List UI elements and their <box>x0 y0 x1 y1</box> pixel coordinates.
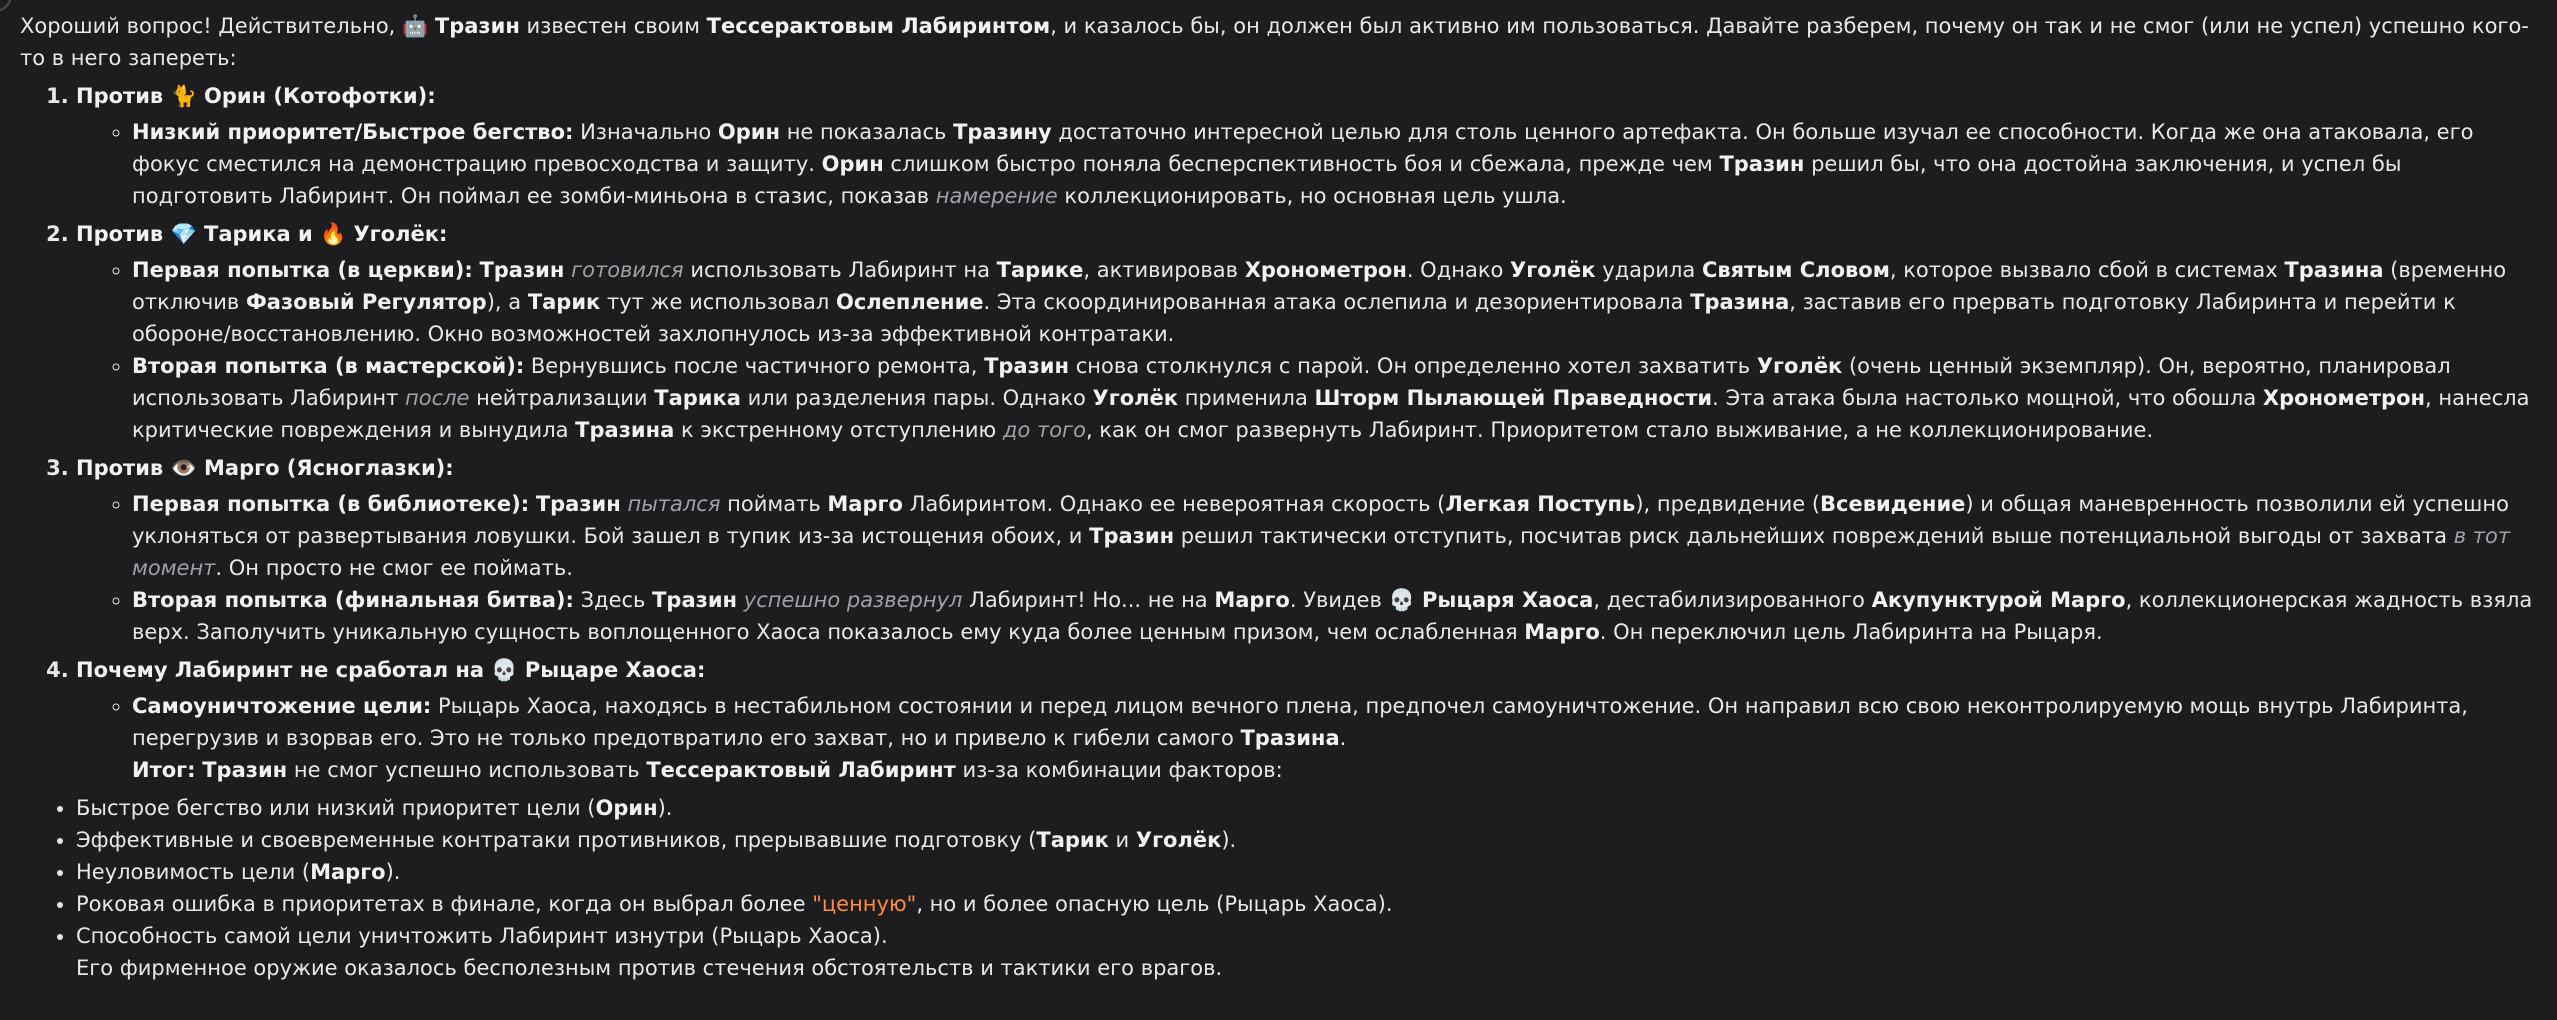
section-heading: Против 👁️ Марго (Ясноглазки): <box>76 456 454 480</box>
list-item: ◦ Первая попытка (в церкви): Тразин готовился использовать Лабиринт на Тарике, активировав Хронометрон. Однако Уголёк ударила Святым Словом, которое вызвало сбой в системах Тразина (временно отключив Фазовый Регулятор), а Тарик тут же использовал Ослепление. Эта скоординированная атака ослепила и дезориентировала Тразина, заставив его прервать подготовку Лабиринта и перейти к обороне/восстановлению. Окно возможностей захлопнулось из-за эффективной контратаки. <box>132 254 2535 350</box>
closing-paragraph: Его фирменное оружие оказалось бесполезным против стечения обстоятельств и тактики его врагов. <box>76 956 1223 980</box>
section-orin <box>76 80 2535 212</box>
summary-label: Итог: <box>132 758 196 782</box>
list-item: ◦ Первая попытка (в библиотеке): Тразин пытался поймать Марго Лабиринтом. Однако ее невероятная скорость (Легкая Поступь), предвидение (Всевидение) и общая маневренность позволили ей успешно уклоняться от развертывания ловушки. Бой зашел в тупик из-за истощения обоих, и Тразин решил тактически отступить, посчитав риск дальнейших повреждений выше потенциальной выгоды от захвата в тот момент. Он просто не смог ее поймать. <box>132 488 2535 584</box>
eye-emoji-icon: 👁️ <box>170 456 197 480</box>
item-label: Первая попытка (в библиотеке): <box>132 492 530 516</box>
reasons-list <box>20 80 2535 786</box>
section-tarik-ugolek <box>76 218 2535 446</box>
item-label: Вторая попытка (в мастерской): <box>132 354 525 378</box>
fire-emoji-icon: 🔥 <box>320 222 347 246</box>
section-items <box>76 116 2535 212</box>
factors-list <box>20 792 2535 952</box>
list-item: ◦ Самоуничтожение цели: Рыцарь Хаоса, находясь в нестабильном состоянии и перед лицом вечного плена, предпочел самоуничтожение. Он направил всю свою неконтролируемую мощь внутрь Лабиринта, перегрузив и взорвав его. Это не только предотвратило его захват, но и привело к гибели самого Тразина. Итог: Тразин не смог успешно использовать Тессерактовый Лабиринт из-за комбинации факторов: <box>132 690 2535 786</box>
intro-name: Тразин <box>434 14 520 38</box>
section-chaos-knight <box>76 654 2535 786</box>
list-item: • Неуловимость цели (Марго). <box>76 856 2535 888</box>
highlighted-word: "ценную" <box>812 892 917 916</box>
intro-text: известен своим <box>519 14 707 38</box>
list-item: ◦ Низкий приоритет/Быстрое бегство: Изначально Орин не показалась Тразину достаточно интересной целью для столь ценного артефакта. Он больше изучал ее способности. Когда же она атаковала, его фокус сместился на демонстрацию превосходства и защиту. Орин слишком быстро поняла бесперспективность боя и сбежала, прежде чем Тразин решил бы, что она достойна заключения, и успел бы подготовить Лабиринт. Он поймал ее зомби-миньона в стазис, показав намерение коллекционировать, но основная цель ушла. <box>132 116 2535 212</box>
list-item: ◦ Вторая попытка (финальная битва): Здесь Тразин успешно развернул Лабиринт! Но... не на Марго. Увидев 💀 Рыцаря Хаоса, дестабилизированного Акупунктурой Марго, коллекционерская жадность взяла верх. Заполучить уникальную сущность воплощенного Хаоса показалось ему куда более ценным призом, чем ослабленная Марго. Он переключил цель Лабиринта на Рыцаря. <box>132 584 2535 648</box>
section-items <box>76 254 2535 446</box>
section-heading: Против 💎 Тарика и 🔥 Уголёк: <box>76 222 448 246</box>
section-margo <box>76 452 2535 648</box>
list-item: • Эффективные и своевременные контратаки противников, прерывавшие подготовку (Тарик и Уголёк). <box>76 824 2535 856</box>
cat-emoji-icon: 🐈 <box>170 84 197 108</box>
assistant-message <box>20 10 2535 984</box>
item-label: Самоуничтожение цели: <box>132 694 432 718</box>
list-item: • Роковая ошибка в приоритетах в финале, когда он выбрал более "ценную", но и более опасную цель (Рыцарь Хаоса). <box>76 888 2535 920</box>
intro-text: Хороший вопрос! Действительно, <box>20 14 403 38</box>
item-label: Вторая попытка (финальная битва): <box>132 588 574 612</box>
gem-emoji-icon: 💎 <box>170 222 197 246</box>
list-item: ◦ Вторая попытка (в мастерской): Вернувшись после частичного ремонта, Тразин снова столкнулся с парой. Он определенно хотел захватить Уголёк (очень ценный экземпляр). Он, вероятно, планировал использовать Лабиринт после нейтрализации Тарика или разделения пары. Однако Уголёк применила Шторм Пылающей Праведности. Эта атака была настолько мощной, что обошла Хронометрон, нанесла критические повреждения и вынудила Тразина к экстренному отступлению до того, как он смог развернуть Лабиринт. Приоритетом стало выживание, а не коллекционирование. <box>132 350 2535 446</box>
list-item: • Быстрое бегство или низкий приоритет цели (Орин). <box>76 792 2535 824</box>
skull-emoji-icon: 💀 <box>491 658 518 682</box>
section-heading: Против 🐈 Орин (Котофотки): <box>76 84 436 108</box>
skull-emoji-icon: 💀 <box>1388 588 1415 612</box>
item-label: Первая попытка (в церкви): <box>132 258 473 282</box>
section-items <box>76 488 2535 648</box>
summary-line: Итог: Тразин не смог успешно использовать Тессерактовый Лабиринт из-за комбинации факторов: <box>132 758 1283 782</box>
avatar-edge <box>0 0 12 12</box>
robot-emoji-icon: 🤖 <box>402 14 429 38</box>
section-heading: Почему Лабиринт не сработал на 💀 Рыцаре Хаоса: <box>76 658 706 682</box>
item-label: Низкий приоритет/Быстрое бегство: <box>132 120 574 144</box>
intro-paragraph <box>20 10 2535 74</box>
intro-artifact: Тессерактовым Лабиринтом <box>706 14 1051 38</box>
list-item: • Способность самой цели уничтожить Лабиринт изнутри (Рыцарь Хаоса). <box>76 920 2535 952</box>
intro-text: , и казалось бы, он должен был активно им пользоваться. Давайте разберем, почему он так и не смог (или не успел) успешно кого-то в него запереть: <box>20 14 2529 70</box>
section-items <box>76 690 2535 786</box>
